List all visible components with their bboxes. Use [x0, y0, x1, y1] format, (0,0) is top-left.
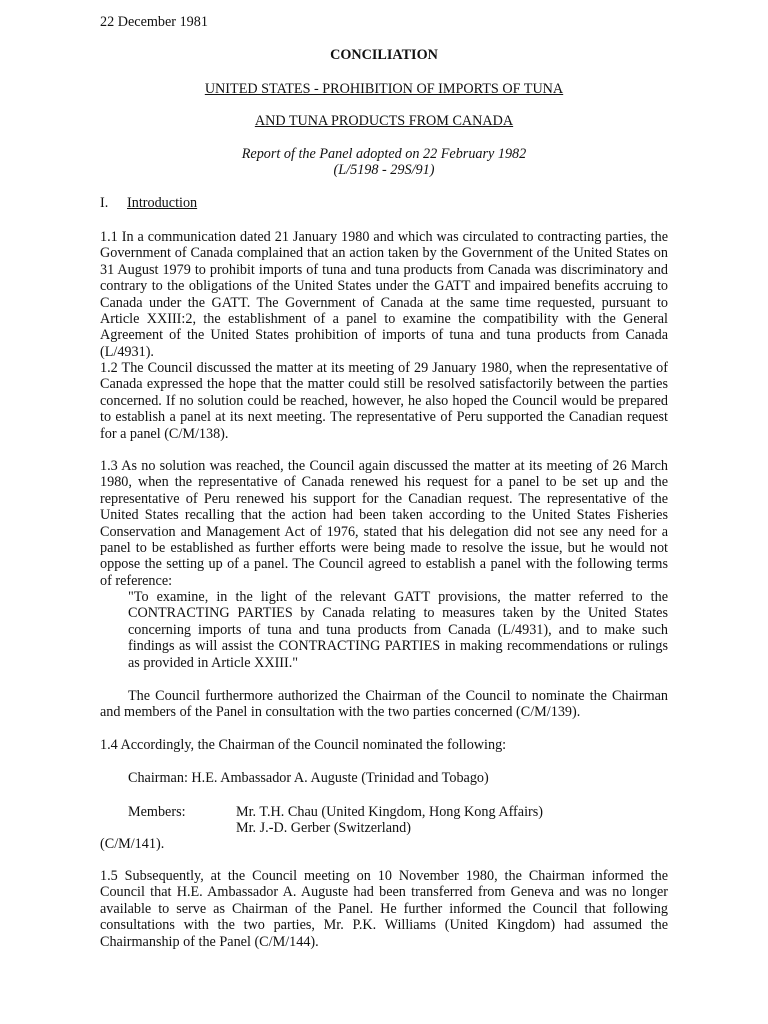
paragraph-1-3-continued: The Council furthermore authorized the Chairman of the Council to nominate the Chairman and members of the Panel in consultation with the two parties concerned (C/M/139).	[100, 688, 668, 721]
paragraph-1-2: 1.2 The Council discussed the matter at its meeting of 29 January 1980, when the representative of Canada expressed the hope that the matter could still be resolved satisfactorily between the parties concerned. If no solution could be reached, however, he also hoped the Council would be prepared to establish a panel at its next meeting. The representative of Peru supported the Canadian request for a panel (C/M/138).	[100, 360, 668, 442]
members-reference: (C/M/141).	[100, 836, 165, 852]
paragraph-1-1: 1.1 In a communication dated 21 January 1980 and which was circulated to contracting parties, the Government of Canada complained that an action taken by the Government of the United States on 31 August 1979 to prohibit imports of tuna and tuna products from Canada was discriminatory and contrary to the obligations of the United States under the GATT and impaired benefits accruing to Canada under the GATT. The Government of Canada at the same time requested, pursuant to Article XXIII:2, the establishment of a panel to examine the compatibility with the General Agreement of the United States prohibition of imports of tuna and tuna products from Canada (L/4931).	[100, 229, 668, 360]
document-date: 22 December 1981	[100, 14, 208, 30]
section-label: Introduction	[127, 195, 198, 211]
section-number: I.	[100, 195, 109, 211]
terms-of-reference-quote: "To examine, in the light of the relevant GATT provisions, the matter referred to the CONTRACTING PARTIES by Canada relating to measures taken by the United States concerning imports of tuna and tuna products from Canada (L/4931), and to make such findings as will assist the CONTRACTING PARTIES in making recommendations or rulings as provided in Article XXIII."	[128, 589, 668, 671]
document-symbol: (L/5198 - 29S/91)	[333, 162, 435, 178]
paragraph-1-5: 1.5 Subsequently, at the Council meeting on 10 November 1980, the Chairman informed the Council that H.E. Ambassador A. Auguste had been transferred from Geneva and was no longer available to serve as Chairman of the Panel. He further informed the Council that following consultations with the two parties, Mr. P.K. Williams (United Kingdom) had assumed the Chairmanship of the Panel (C/M/144).	[100, 868, 668, 950]
panel-chairman: Chairman: H.E. Ambassador A. Auguste (Trinidad and Tobago)	[128, 770, 489, 786]
panel-members-label: Members:	[128, 804, 186, 820]
panel-member-1: Mr. T.H. Chau (United Kingdom, Hong Kong Affairs)	[236, 804, 543, 820]
paragraph-1-3: 1.3 As no solution was reached, the Council again discussed the matter at its meeting of 26 March 1980, when the representative of Canada renewed his request for a panel to be set up and the representative of Peru renewed his support for the Canadian request. The representative of the United States recalling that the action had been taken according to the United States Fisheries Conservation and Management Act of 1976, stated that his delegation did not see any need for a panel to be established as further efforts were being made to resolve the issue, but he would not oppose the setting up of a panel. The Council agreed to establish a panel with the following terms of reference:	[100, 458, 668, 589]
panel-member-2: Mr. J.-D. Gerber (Switzerland)	[236, 820, 411, 836]
document-title: CONCILIATION	[330, 47, 438, 63]
paragraph-1-4: 1.4 Accordingly, the Chairman of the Council nominated the following:	[100, 737, 507, 753]
subtitle-line-2: AND TUNA PRODUCTS FROM CANADA	[254, 113, 514, 129]
section-heading	[100, 195, 197, 211]
report-adoption-line: Report of the Panel adopted on 22 February 1982	[241, 146, 527, 162]
subtitle-line-1: UNITED STATES - PROHIBITION OF IMPORTS OF TUNA	[204, 81, 564, 97]
